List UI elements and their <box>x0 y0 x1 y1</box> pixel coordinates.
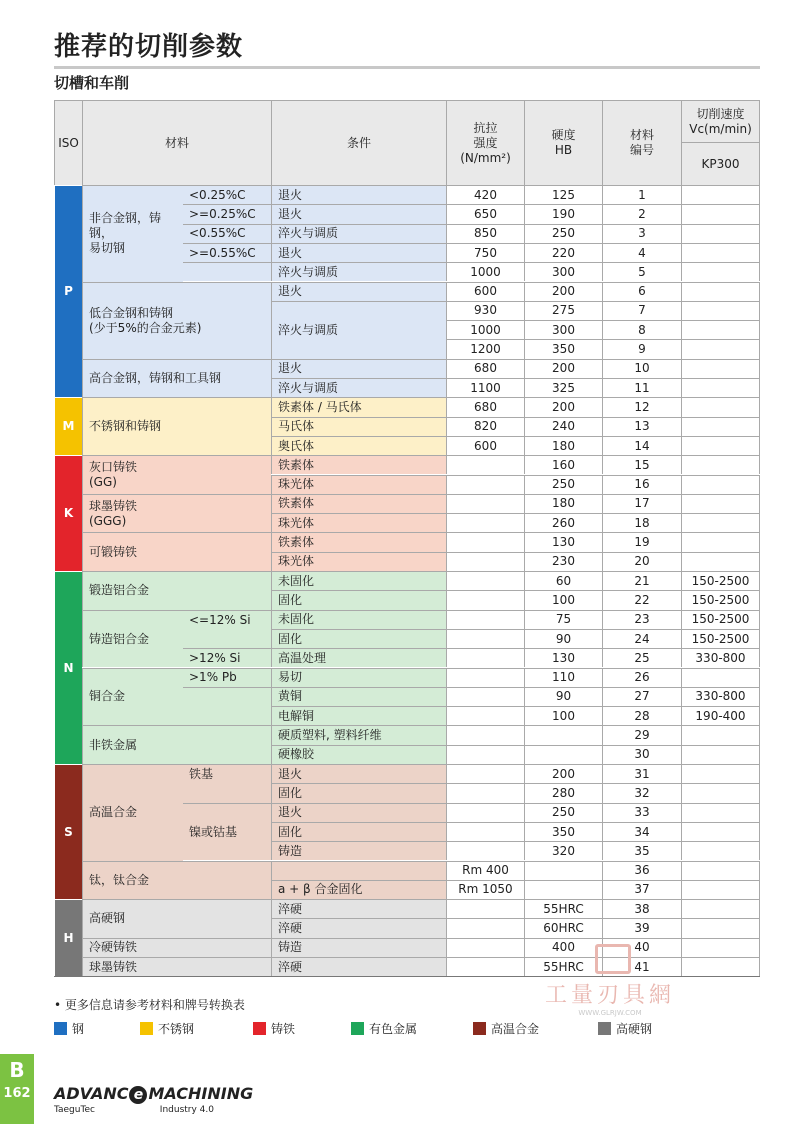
iso-group-s: S <box>54 764 82 899</box>
iso-group-h: H <box>54 899 82 976</box>
material-no-cell: 26 <box>602 668 681 687</box>
material-no-cell: 28 <box>602 706 681 725</box>
tensile-cell <box>446 706 524 725</box>
condition-cell: 珠光体 <box>271 552 446 571</box>
tensile-cell: 600 <box>446 282 524 301</box>
speed-cell <box>681 436 760 455</box>
hardness-cell: 260 <box>524 513 602 532</box>
material-no-cell: 23 <box>602 610 681 629</box>
material-label: 灰口铸铁 (GG) <box>82 455 271 494</box>
material-no-cell: 17 <box>602 494 681 513</box>
speed-cell <box>681 552 760 571</box>
speed-cell <box>681 494 760 513</box>
tensile-cell <box>446 610 524 629</box>
hardness-cell: 130 <box>524 532 602 551</box>
condition-cell: a + β 合金固化 <box>271 880 446 899</box>
material-no-cell: 22 <box>602 590 681 609</box>
material-no-cell: 41 <box>602 957 681 976</box>
hardness-cell: 200 <box>524 397 602 416</box>
header-iso: ISO <box>54 100 82 185</box>
watermark <box>540 944 680 1017</box>
hardness-cell: 230 <box>524 552 602 571</box>
tensile-cell <box>446 532 524 551</box>
condition-cell: 退火 <box>271 185 446 204</box>
tensile-cell <box>446 764 524 783</box>
tensile-cell <box>446 899 524 918</box>
material-no-cell: 40 <box>602 938 681 957</box>
material-sub-label: >=0.25%C <box>183 204 271 223</box>
speed-cell <box>681 880 760 899</box>
legend-label: 高硬钢 <box>616 1022 653 1036</box>
speed-cell <box>681 417 760 436</box>
condition-cell: 未固化 <box>271 610 446 629</box>
tensile-cell <box>446 552 524 571</box>
legend-label: 不锈钢 <box>158 1022 195 1036</box>
tensile-cell: 930 <box>446 301 524 320</box>
tensile-cell <box>446 629 524 648</box>
speed-cell <box>681 918 760 937</box>
hardness-cell <box>524 880 602 899</box>
header-material: 材料 <box>82 100 271 185</box>
material-label: 钛，钛合金 <box>82 861 271 900</box>
condition-cell: 退火 <box>271 204 446 223</box>
legend-label: 高温合金 <box>491 1022 540 1036</box>
material-no-cell: 21 <box>602 571 681 590</box>
speed-cell <box>681 803 760 822</box>
material-sub-label: >=0.55%C <box>183 243 271 262</box>
legend-swatch <box>473 1022 486 1035</box>
iso-group-n: N <box>54 571 82 764</box>
speed-cell <box>681 243 760 262</box>
speed-cell <box>681 224 760 243</box>
condition-cell: 淬火与调质 <box>271 224 446 243</box>
material-no-cell: 11 <box>602 378 681 397</box>
hardness-cell: 160 <box>524 455 602 474</box>
tensile-cell: 750 <box>446 243 524 262</box>
material-no-cell: 31 <box>602 764 681 783</box>
iso-group-p: P <box>54 185 82 397</box>
page-title: 推荐的切削参数 <box>54 32 244 62</box>
condition-cell: 淬硬 <box>271 957 446 976</box>
material-no-cell: 10 <box>602 359 681 378</box>
material-no-cell: 8 <box>602 320 681 339</box>
header-tensile: 抗拉 强度 (N/mm²) <box>446 100 524 185</box>
condition-cell: 硬橡胶 <box>271 745 446 764</box>
speed-cell <box>681 783 760 802</box>
condition-cell: 铁素体 <box>271 532 446 551</box>
hardness-cell: 200 <box>524 359 602 378</box>
material-no-cell: 38 <box>602 899 681 918</box>
brand-logo <box>54 1084 253 1115</box>
material-no-cell: 36 <box>602 861 681 880</box>
speed-cell <box>681 532 760 551</box>
tensile-cell: Rm 400 <box>446 861 524 880</box>
condition-cell: 易切 <box>271 668 446 687</box>
hardness-cell: 250 <box>524 803 602 822</box>
material-sub-label: 铁基 <box>183 764 271 803</box>
legend-item <box>140 1020 194 1037</box>
speed-cell: 330-800 <box>681 687 760 706</box>
material-no-cell: 14 <box>602 436 681 455</box>
tensile-cell <box>446 513 524 532</box>
legend-item <box>253 1020 295 1037</box>
tensile-cell <box>446 918 524 937</box>
hardness-cell: 325 <box>524 378 602 397</box>
material-label: 球墨铸铁 (GGG) <box>82 494 271 533</box>
tensile-cell: 650 <box>446 204 524 223</box>
hardness-cell: 125 <box>524 185 602 204</box>
speed-cell <box>681 397 760 416</box>
tensile-cell: Rm 1050 <box>446 880 524 899</box>
condition-cell: 固化 <box>271 783 446 802</box>
tensile-cell <box>446 494 524 513</box>
legend-label: 有色金属 <box>369 1022 418 1036</box>
condition-cell: 电解铜 <box>271 706 446 725</box>
page-tab <box>0 1054 34 1124</box>
material-no-cell: 18 <box>602 513 681 532</box>
tensile-cell: 1000 <box>446 320 524 339</box>
material-no-cell: 34 <box>602 822 681 841</box>
tensile-cell <box>446 841 524 860</box>
iso-group-k: K <box>54 455 82 571</box>
hardness-cell: 350 <box>524 339 602 358</box>
legend-item <box>351 1020 417 1037</box>
condition-cell: 固化 <box>271 822 446 841</box>
speed-cell: 330-800 <box>681 648 760 667</box>
tensile-cell <box>446 571 524 590</box>
condition-cell: 珠光体 <box>271 513 446 532</box>
condition-cell: 退火 <box>271 359 446 378</box>
legend-label: 钢 <box>72 1022 85 1036</box>
tensile-cell <box>446 938 524 957</box>
material-sub-label: 镍或钴基 <box>183 803 271 861</box>
speed-cell <box>681 899 760 918</box>
material-no-cell: 7 <box>602 301 681 320</box>
material-no-cell: 33 <box>602 803 681 822</box>
condition-cell: 淬硬 <box>271 899 446 918</box>
material-no-cell: 24 <box>602 629 681 648</box>
material-no-cell: 2 <box>602 204 681 223</box>
speed-cell <box>681 745 760 764</box>
material-no-cell: 20 <box>602 552 681 571</box>
hardness-cell: 400 <box>524 938 602 957</box>
hardness-cell <box>524 745 602 764</box>
speed-cell <box>681 938 760 957</box>
legend-swatch <box>351 1022 364 1035</box>
material-sub-blank <box>183 687 271 726</box>
legend-swatch <box>140 1022 153 1035</box>
section-letter: B <box>9 1058 25 1082</box>
condition-cell: 铸造 <box>271 841 446 860</box>
material-sub-label: <0.55%C <box>183 224 271 243</box>
tensile-cell: 1200 <box>446 339 524 358</box>
hardness-cell: 75 <box>524 610 602 629</box>
hardness-cell: 90 <box>524 687 602 706</box>
header-condition: 条件 <box>271 100 446 185</box>
material-no-cell: 25 <box>602 648 681 667</box>
condition-cell: 马氏体 <box>271 417 446 436</box>
tensile-cell <box>446 725 524 744</box>
speed-cell <box>681 725 760 744</box>
material-label: 高硬钢 <box>82 899 271 938</box>
tensile-cell: 680 <box>446 359 524 378</box>
legend-swatch <box>598 1022 611 1035</box>
speed-cell <box>681 668 760 687</box>
material-label: 球墨铸铁 <box>82 957 271 976</box>
tensile-cell: 850 <box>446 224 524 243</box>
condition-cell: 黄铜 <box>271 687 446 706</box>
hardness-cell: 320 <box>524 841 602 860</box>
condition-cell: 退火 <box>271 803 446 822</box>
tensile-cell: 600 <box>446 436 524 455</box>
material-no-cell: 19 <box>602 532 681 551</box>
speed-cell <box>681 455 760 474</box>
iso-group-m: M <box>54 397 82 455</box>
watermark-icon <box>595 944 631 974</box>
condition-cell: 退火 <box>271 282 446 301</box>
logo-text-right: MACHINING <box>148 1084 254 1103</box>
legend-item <box>598 1020 652 1037</box>
material-sub-label: <0.25%C <box>183 185 271 204</box>
tensile-cell <box>446 957 524 976</box>
material-no-cell: 37 <box>602 880 681 899</box>
material-no-cell: 13 <box>602 417 681 436</box>
speed-cell <box>681 861 760 880</box>
condition-cell: 奥氏体 <box>271 436 446 455</box>
material-no-cell: 27 <box>602 687 681 706</box>
material-label: 低合金钢和铸钢 (少于5%的合金元素) <box>82 282 271 359</box>
legend-item <box>54 1020 84 1037</box>
speed-cell <box>681 359 760 378</box>
legend-swatch <box>54 1022 67 1035</box>
speed-cell <box>681 822 760 841</box>
material-label: 不锈钢和铸钢 <box>82 397 271 455</box>
tensile-cell: 680 <box>446 397 524 416</box>
condition-cell: 固化 <box>271 590 446 609</box>
brand-tagline: Industry 4.0 <box>159 1105 214 1115</box>
material-label: 非合金钢，铸钢， 易切钢 <box>82 185 183 282</box>
material-label: 可锻铸铁 <box>82 532 271 571</box>
speed-cell <box>681 185 760 204</box>
speed-cell <box>681 282 760 301</box>
speed-cell: 150-2500 <box>681 629 760 648</box>
legend-item <box>473 1020 539 1037</box>
material-no-cell: 3 <box>602 224 681 243</box>
speed-cell <box>681 841 760 860</box>
hardness-cell: 240 <box>524 417 602 436</box>
legend-label: 铸铁 <box>271 1022 296 1036</box>
speed-cell: 190-400 <box>681 706 760 725</box>
condition-cell: 淬硬 <box>271 918 446 937</box>
speed-cell <box>681 301 760 320</box>
material-no-cell: 4 <box>602 243 681 262</box>
condition-cell: 铸造 <box>271 938 446 957</box>
speed-cell <box>681 764 760 783</box>
hardness-cell: 55HRC <box>524 899 602 918</box>
hardness-cell: 220 <box>524 243 602 262</box>
hardness-cell: 180 <box>524 436 602 455</box>
hardness-cell: 55HRC <box>524 957 602 976</box>
hardness-cell: 250 <box>524 475 602 494</box>
material-label: 锻造铝合金 <box>82 571 271 610</box>
condition-cell: 珠光体 <box>271 475 446 494</box>
condition-cell: 未固化 <box>271 571 446 590</box>
material-label: 铸造铝合金 <box>82 610 183 668</box>
material-sub-label: >1% Pb <box>183 668 271 687</box>
hardness-cell: 60 <box>524 571 602 590</box>
material-no-cell: 9 <box>602 339 681 358</box>
material-sub-blank <box>183 262 271 281</box>
condition-cell: 退火 <box>271 243 446 262</box>
hardness-cell: 200 <box>524 764 602 783</box>
condition-cell: 铁素体 / 马氏体 <box>271 397 446 416</box>
tensile-cell <box>446 745 524 764</box>
material-label: 冷硬铸铁 <box>82 938 271 957</box>
speed-cell: 150-2500 <box>681 610 760 629</box>
tensile-cell: 420 <box>446 185 524 204</box>
material-no-cell: 16 <box>602 475 681 494</box>
material-label: 高温合金 <box>82 764 183 861</box>
hardness-cell: 250 <box>524 224 602 243</box>
material-no-cell: 15 <box>602 455 681 474</box>
tensile-cell <box>446 668 524 687</box>
speed-cell: 150-2500 <box>681 571 760 590</box>
speed-cell <box>681 475 760 494</box>
hardness-cell: 300 <box>524 262 602 281</box>
page-number: 162 <box>3 1086 31 1101</box>
header-material-no: 材料 编号 <box>602 100 681 185</box>
material-sub-label: <=12% Si <box>183 610 271 649</box>
tensile-cell: 1000 <box>446 262 524 281</box>
hardness-cell <box>524 725 602 744</box>
condition-cell: 淬火与调质 <box>271 262 446 281</box>
hardness-cell: 130 <box>524 648 602 667</box>
material-no-cell: 12 <box>602 397 681 416</box>
hardness-cell: 180 <box>524 494 602 513</box>
logo-e-mark: e <box>129 1086 147 1104</box>
condition-cell <box>271 861 446 880</box>
tensile-cell: 820 <box>446 417 524 436</box>
material-no-cell: 1 <box>602 185 681 204</box>
tensile-cell <box>446 822 524 841</box>
speed-cell <box>681 339 760 358</box>
hardness-cell: 100 <box>524 590 602 609</box>
hardness-cell: 300 <box>524 320 602 339</box>
speed-cell <box>681 262 760 281</box>
condition-cell: 淬火与调质 <box>271 378 446 397</box>
speed-cell: 150-2500 <box>681 590 760 609</box>
material-label: 高合金钢，铸钢和工具钢 <box>82 359 271 398</box>
header-hardness: 硬度 HB <box>524 100 602 185</box>
company-name: TaeguTec <box>54 1105 95 1115</box>
material-no-cell: 5 <box>602 262 681 281</box>
hardness-cell: 190 <box>524 204 602 223</box>
logo-text-left: ADVANC <box>54 1084 129 1103</box>
condition-cell: 铁素体 <box>271 455 446 474</box>
hardness-cell: 90 <box>524 629 602 648</box>
tensile-cell <box>446 803 524 822</box>
legend-swatch <box>253 1022 266 1035</box>
material-no-cell: 6 <box>602 282 681 301</box>
speed-cell <box>681 204 760 223</box>
tensile-cell <box>446 783 524 802</box>
condition-cell: 淬火与调质 <box>271 301 446 359</box>
footnote: • 更多信息请参考材料和牌号转换表 <box>54 998 245 1012</box>
material-no-cell: 30 <box>602 745 681 764</box>
hardness-cell: 100 <box>524 706 602 725</box>
material-label: 非铁金属 <box>82 725 271 764</box>
hardness-cell: 200 <box>524 282 602 301</box>
tensile-cell <box>446 648 524 667</box>
material-sub-label: >12% Si <box>183 648 271 667</box>
watermark-url: WWW.GLRJW.COM <box>578 1009 642 1017</box>
material-no-cell: 35 <box>602 841 681 860</box>
header-grade: KP300 <box>681 142 760 185</box>
hardness-cell: 275 <box>524 301 602 320</box>
tensile-cell: 1100 <box>446 378 524 397</box>
material-no-cell: 32 <box>602 783 681 802</box>
hardness-cell <box>524 861 602 880</box>
speed-cell <box>681 378 760 397</box>
header-speed: 切削速度 Vc(m/min) <box>681 100 760 142</box>
condition-cell: 铁素体 <box>271 494 446 513</box>
page-subtitle: 切槽和车削 <box>54 74 130 92</box>
hardness-cell: 60HRC <box>524 918 602 937</box>
material-no-cell: 39 <box>602 918 681 937</box>
tensile-cell <box>446 455 524 474</box>
hardness-cell: 110 <box>524 668 602 687</box>
material-label: 铜合金 <box>82 668 183 726</box>
material-no-cell: 29 <box>602 725 681 744</box>
condition-cell: 高温处理 <box>271 648 446 667</box>
tensile-cell <box>446 687 524 706</box>
watermark-text: 工量刃具網 <box>544 983 675 1008</box>
condition-cell: 硬质塑料, 塑料纤维 <box>271 725 446 744</box>
hardness-cell: 280 <box>524 783 602 802</box>
tensile-cell <box>446 590 524 609</box>
condition-cell: 固化 <box>271 629 446 648</box>
speed-cell <box>681 320 760 339</box>
speed-cell <box>681 957 760 976</box>
hardness-cell: 350 <box>524 822 602 841</box>
tensile-cell <box>446 475 524 494</box>
speed-cell <box>681 513 760 532</box>
condition-cell: 退火 <box>271 764 446 783</box>
